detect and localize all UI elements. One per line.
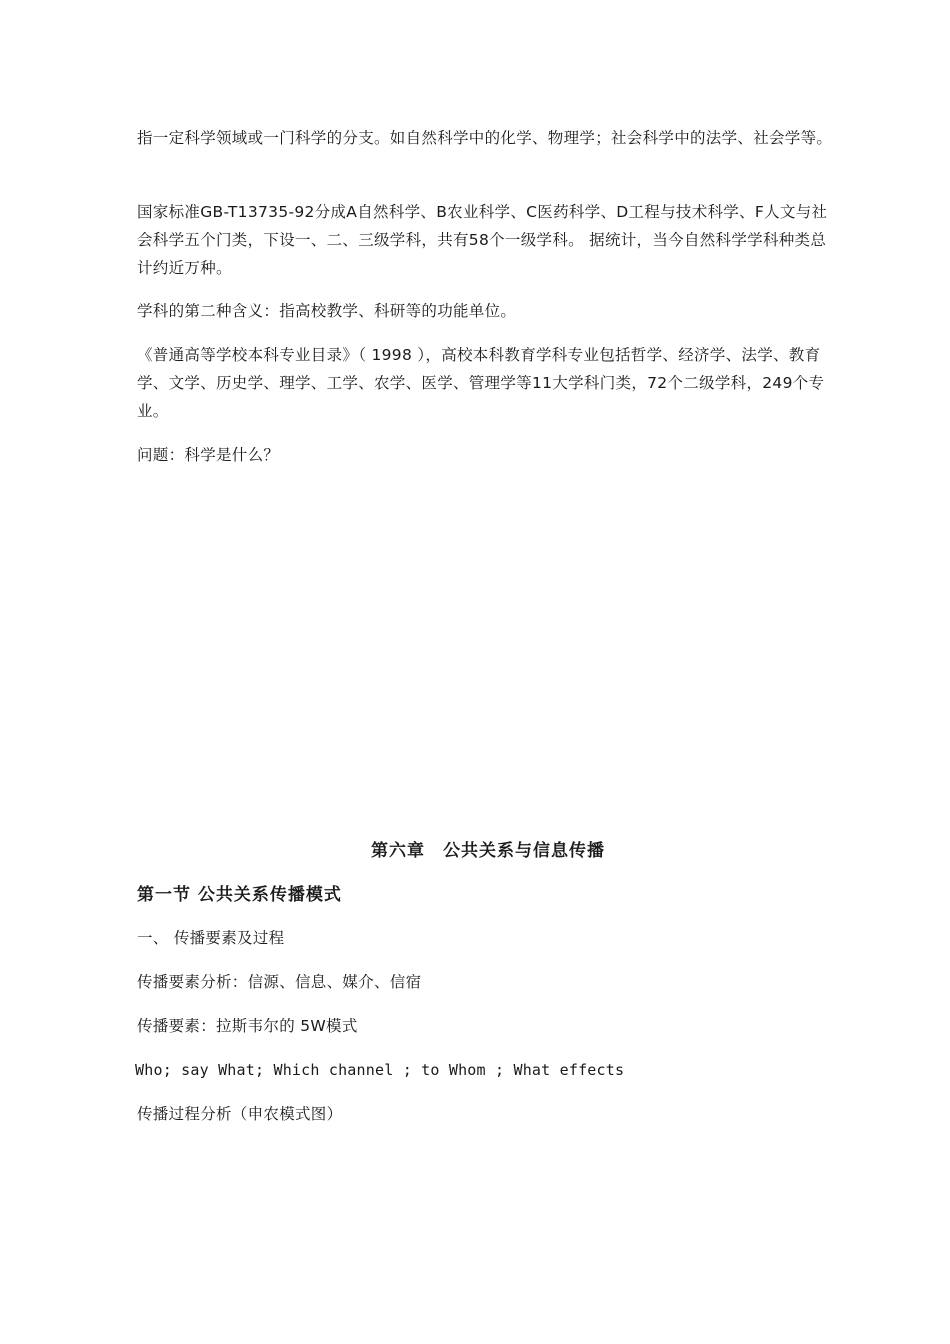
paragraph-5w-list: Who; say What; Which channel ; to Whom ; What effects	[135, 1061, 625, 1079]
chapter-title: 第六章 公共关系与信息传播	[371, 841, 605, 861]
paragraph-5w-model: 传播要素：拉斯韦尔的 5W模式	[137, 1017, 358, 1035]
paragraph-discipline-definition: 指一定科学领域或一门科学的分支。如自然科学中的化学、物理学；社会科学中的法学、社会学等。	[137, 129, 833, 147]
paragraph-second-meaning: 学科的第二种含义：指高校教学、科研等的功能单位。	[137, 302, 517, 320]
paragraph-major-catalog: 《普通高等学校本科专业目录》（ 1998 ），高校本科教育学科专业包括哲学、经济学、法学、教育学、文学、历史学、理学、工学、农学、医学、管理学等11大学科门类，72个二级学科，249个专业。	[137, 346, 825, 420]
paragraph-shannon-model: 传播过程分析（申农模式图）	[137, 1105, 343, 1123]
list-item-elements-process: 一、 传播要素及过程	[137, 929, 285, 947]
section-title: 第一节 公共关系传播模式	[137, 885, 342, 905]
paragraph-element-analysis: 传播要素分析：信源、信息、媒介、信宿	[137, 973, 422, 991]
paragraph-national-standard: 国家标准GB-T13735-92分成A自然科学、B农业科学、C医药科学、D工程与技术科学、F人文与社会科学五个门类，下设一、二、三级学科，共有58个一级学科。 据统计，当今自然科学学科种类总计约近万种。	[137, 203, 828, 277]
paragraph-question: 问题：科学是什么？	[137, 446, 280, 464]
